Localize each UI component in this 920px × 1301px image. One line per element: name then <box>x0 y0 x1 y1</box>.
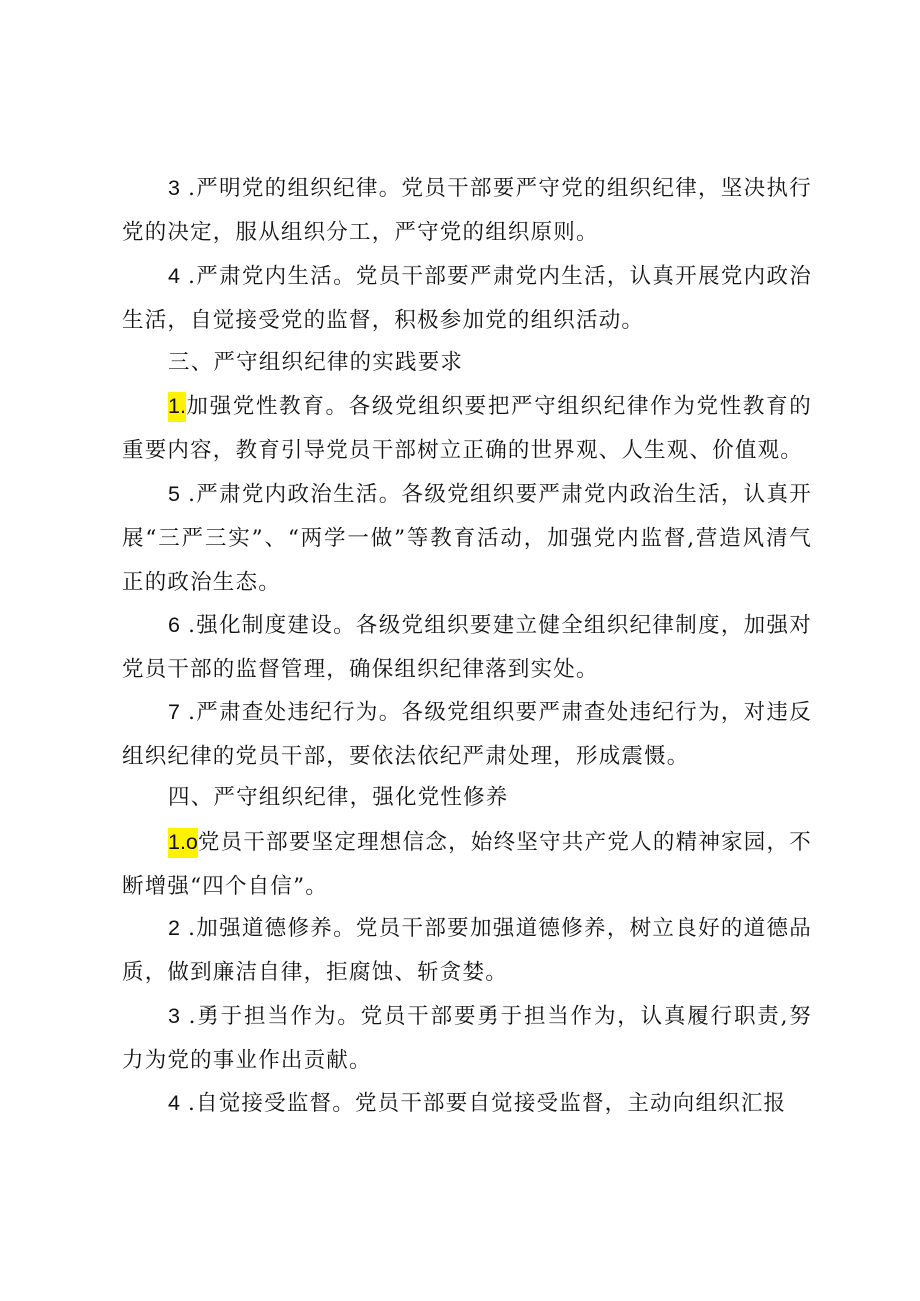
highlighted-number: 1.o <box>168 828 198 858</box>
paragraph-text: .严肃查处违纪行为。各级党组织要严肃查处违纪行为，对违反组织纪律的党员干部，要依法依纪严肃处理，形成震慑。 <box>122 700 812 769</box>
paragraph-2-moral-cultivation <box>122 906 812 995</box>
item-number: 5 <box>168 482 180 506</box>
paragraph-text: 加强党性教育。各级党组织要把严守组织纪律作为党性教育的重要内容，教育引导党员干部树立正确的世界观、人生观、价值观。 <box>122 394 812 463</box>
item-number: 4 <box>168 264 180 288</box>
item-number: 7 <box>168 700 180 724</box>
paragraph-text: .严明党的组织纪律。党员干部要严守党的组织纪律，坚决执行党的决定，服从组织分工，严守党的组织原则。 <box>122 176 812 245</box>
paragraph-text: .严肃党内政治生活。各级党组织要严肃党内政治生活，认真开展“三严三实”、“两学一做”等教育活动，加强党内监督,营造风清气正的政治生态。 <box>122 482 812 595</box>
paragraph-1-ideals <box>122 820 812 909</box>
paragraph-6-system-building <box>122 603 812 692</box>
section-heading-3: 三、严守组织纪律的实践要求 <box>168 350 464 375</box>
paragraph-text: 党员干部要坚定理想信念，始终坚守共产党人的精神家园，不断增强“四个自信”。 <box>122 830 812 899</box>
item-number: 4 <box>168 1091 180 1115</box>
paragraph-1-party-education <box>122 384 812 473</box>
paragraph-3-organization-discipline <box>122 166 812 255</box>
item-number: 6 <box>168 613 180 637</box>
paragraph-7-violations <box>122 690 812 779</box>
paragraph-4-party-life <box>122 254 812 343</box>
paragraph-text: .自觉接受监督。党员干部要自觉接受监督，主动向组织汇报 <box>179 1091 787 1116</box>
paragraph-text: .加强道德修养。党员干部要加强道德修养，树立良好的道德品质，做到廉洁自律，拒腐蚀、斩贪婪。 <box>122 916 812 985</box>
paragraph-5-political-life <box>122 472 812 605</box>
paragraph-text: .勇于担当作为。党员干部要勇于担当作为，认真履行职责,努力为党的事业作出贡献。 <box>122 1004 812 1073</box>
paragraph-text: .严肃党内生活。党员干部要严肃党内生活，认真开展党内政治生活，自觉接受党的监督，积极参加党的组织活动。 <box>122 264 812 333</box>
paragraph-3-responsibility <box>122 994 812 1083</box>
item-number: 2 <box>168 916 180 940</box>
section-heading-4: 四、严守组织纪律，强化党性修养 <box>168 785 509 810</box>
highlighted-number: 1. <box>168 392 186 422</box>
item-number: 3 <box>168 176 180 200</box>
item-number: 3 <box>168 1004 180 1028</box>
paragraph-4-supervision <box>122 1081 812 1126</box>
paragraph-text: .强化制度建设。各级党组织要建立健全组织纪律制度，加强对党员干部的监督管理，确保组织纪律落到实处。 <box>122 613 812 682</box>
